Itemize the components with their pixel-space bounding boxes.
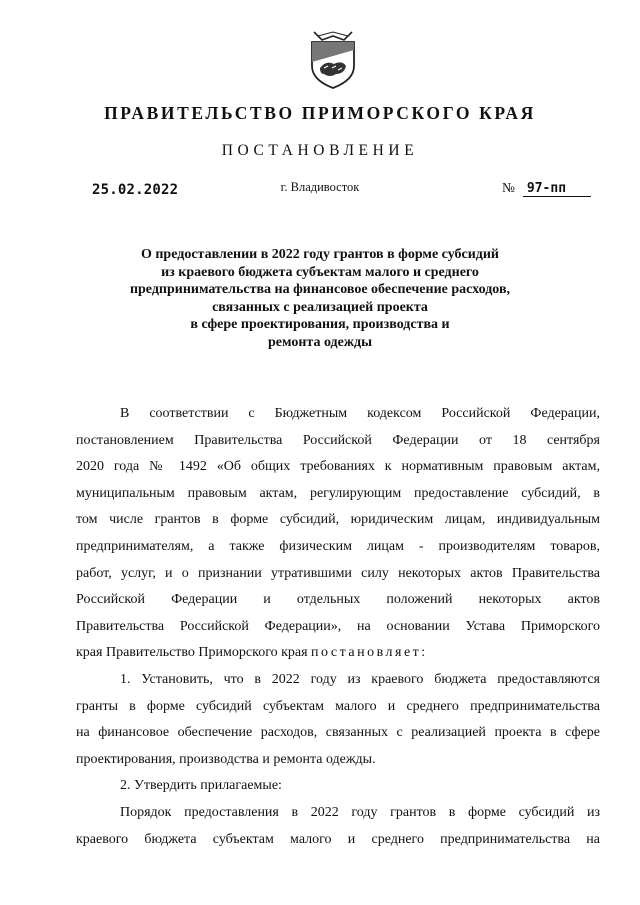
heading-line: О предоставлении в 2022 году грантов в форме субсидий [140,247,500,262]
body-line: В соответствии с Бюджетным кодексом Российской Федерации, [120,406,600,421]
resolution-word: постановляет: [311,645,428,661]
body-line: 2020 года № 1492 «Об общих требованиях к нормативным правовым актам, [76,459,600,475]
body-line: 2. Утвердить прилагаемые: [120,778,282,794]
body-line: том числе грантов в форме субсидий, юридическим лицам, индивидуальным [76,512,600,528]
document-body [76,401,600,853]
body-text: края Правительство Приморского края [76,645,312,661]
body-line: Российской Федерации и отдельных положений некоторых актов [76,592,600,608]
heading-line: предпринимательства на финансовое обеспечение расходов, [129,282,511,298]
government-title: ПРАВИТЕЛЬСТВО ПРИМОРСКОГО КРАЯ [104,103,536,123]
number-sign: № [502,180,515,195]
body-line [76,640,600,667]
coat-of-arms-icon [300,28,366,90]
document-type: ПОСТАНОВЛЕНИЕ [221,142,419,159]
body-line: Порядок предоставления в 2022 году грантов в форме субсидий из [120,804,600,820]
document-city: г. Владивосток [280,180,360,194]
body-line: предпринимателям, а также физическим лицам - производителям товаров, [76,538,600,554]
document-date: 25.02.2022 [92,182,179,198]
body-line: работ, услуг, и о признании утратившими силу некоторых актов Правительства [76,565,600,581]
document-heading [60,246,580,352]
body-line: на финансовое обеспечение расходов, связанных с реализацией проекта в сфере [76,725,600,741]
body-line: проектирования, производства и ремонта одежды. [76,751,376,767]
body-line: постановлением Правительства Российской Федерации от 18 сентября [76,432,600,448]
heading-line: из краевого бюджета субъектам малого и среднего [161,264,479,280]
heading-line: связанных с реализацией проекта [212,299,428,315]
body-line: краевого бюджета субъектам малого и среднего предпринимательства на [76,831,600,847]
document-number [502,180,591,197]
body-line: 1. Установить, что в 2022 году из краевого бюджета предоставляются [120,671,600,687]
number-value: 97-пп [523,182,591,197]
body-line: Правительства Российской Федерации», на основании Устава Приморского [76,618,600,634]
heading-line: в сфере проектирования, производства и [190,317,450,333]
body-line: муниципальным правовым актам, регулирующим предоставление субсидий, в [76,485,600,501]
heading-line: ремонта одежды [267,334,373,350]
body-line: гранты в форме субсидий субъектам малого и среднего предпринимательства [76,698,600,714]
